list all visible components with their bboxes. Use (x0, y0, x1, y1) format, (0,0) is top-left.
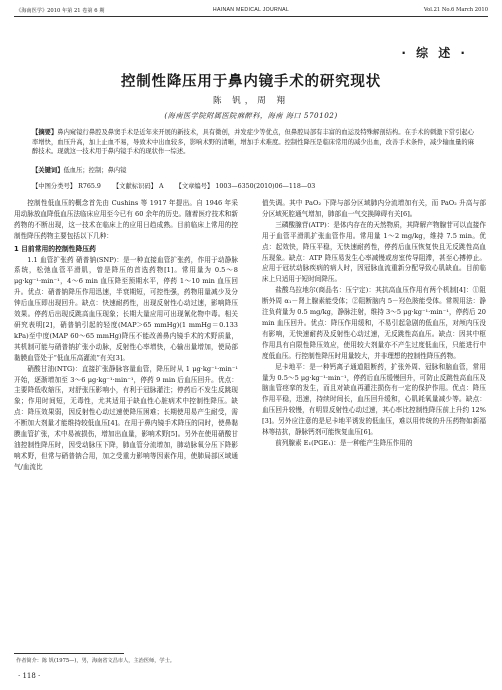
page-number: · 118 · (18, 672, 41, 680)
section-heading: 1 目前常用的控制性降压药 (14, 244, 96, 253)
article-authors: 陈 钒，周 翔 (213, 96, 289, 106)
journal-header-center: HAINAN MEDICAL JOURNAL (212, 7, 290, 13)
document-code: 【文献标识码】 A (112, 183, 164, 190)
paragraph: 尼卡地平：是一种钙离子通道阻断药，扩张外周、冠脉和脑血管，常用量为 0.5～5 μg·kg⁻¹·min⁻¹，停药后血压缓慢回升，可防止反跳性高血压及脑血管痉挛的发生，而且对缺血再灌注损伤有一定的保护作用。优点：降压作用平稳，迅速，持续时间长，血压回升缓和，心肌耗氧量减少等。缺点：血压回升较慢，有明显反射性心动过速，其心率比控制性降压前上升约 12%[3]。另外应注意的是尼卡地平诱发的低血压，难以用传统的升压药物如新福林等拮抗，静脉钙剂可能恢复血压[6]。 (262, 362, 486, 437)
journal-header-right: Vol.21 No.6 March 2010 (423, 7, 488, 13)
keywords (32, 166, 474, 176)
body-column-right (262, 198, 486, 449)
body-column-left (14, 198, 238, 473)
keywords-text: 低血压；控制；鼻内镜 (63, 167, 127, 174)
paragraph: 盐酸乌拉地尔(商品名：压宁定)：其抗高血压作用有两个机制[4]：①阻断外周 α₁－肾上腺素能受体；②阻断脑内 5－羟色胺能受体。常规用法：静注负荷量为 0.5 mg/kg，静脉注射，维持 3～5 μg·kg⁻¹·min⁻¹，停药后 20 min 血压回升。优点：降压作用缓和，不易引起急剧的低血压，对颅内压没有影响，无快速耐药及反射性心动过速，无反跳性高血压。缺点：因其中枢作用具有自限性降压效应，使用较大剂量亦不产生过度低血压，只能进行中度低血压。行控制性降压时用量较大，并非理想的控制性降压药物。 (262, 286, 486, 360)
paragraph: 三磷酸腺苷(ATP)：是体内存在的天然物质，其降解产物腺苷可以直接作用于血管平滑肌扩张血管作用。常用量 1～2 mg/kg，维持 7.5 min。优点：起效快，降压平稳，无快速耐药性，停药后血压恢复快且无反跳性高血压现象。缺点：ATP 降压易发生心率减慢或房室传导阻滞，甚至心搏停止。应用于冠状动脉疾病的病人时，因冠脉血流重新分配导致心肌缺血。目前临床上只适用于短时间降压。 (262, 220, 486, 284)
paragraph: 硝酸甘油(NTG)：直接扩张静脉容量血管，降压时从 1 μg·kg⁻¹·min⁻¹开始，逐渐增加至 3～6 μg·kg⁻¹·min⁻¹，停药 9 min 后血压回升。优点：主要降低收缩压，对舒张压影响小，有利于冠脉灌注；停药后不发生反跳现象；作用时间短，无毒性，尤其适用于缺血性心脏病术中控制性降压。缺点：降压效果弱，因反射性心动过速使降压困难；长期使用易产生耐受，需不断加大剂量才能维持较低血压[4]。在用于鼻内镜手术降压的同时，使鼻黏膜血管扩张，术中易被损伤，增加出血量，影响术野[5]。另外在使用硝酸甘油控制性降压时，因受动脉压下降，肺血管分流增加，肺动脉氧分压下降影响术野，但常与硝普钠合用，加之受重力影响等因素作用，使肺局部区域通气/血流比 (14, 364, 238, 471)
paragraph: 控制性低血压的概念首先由 Cushins 等 1917 年提出。自 1946 年采用动脉放血降低血压法临床应用至今已有 60 余年的历史。随着医疗技术和新药物的不断出现，这一技术在临床上的应用日趋成熟。目前临床上常用的控制性降压药物主要包括以下几种： (14, 199, 238, 240)
section-tag: · 综 述 · (401, 46, 468, 60)
article-affiliation: (海南医学院附属医院麻醉科，海南 海口 570102) (164, 111, 338, 120)
paragraph: 1.1 血管扩张药 硝普钠(SNP)：是一种直接血管扩张药，作用于动静脉系统，松弛血管平滑肌，曾是降压的首选药物[1]。常用量为 0.5～8 μg·kg⁻¹·min⁻¹，4～6 min 血压降至预期水平，停药 1～10 min 血压回升。优点：硝普钠降压作用迅速，半衰期短，可控性强，药物用量减少及分钟后血压即出现回升。缺点：快速耐药性，出现反射性心动过速，影响降压效果。停药后出现反跳高血压现象；长期大量应用可出现氰化物中毒。相关研究表明[2]，硝普钠引起的轻度(MAP＞65 mmHg)(1 mmHg＝0.133 kPa)至中度(MAP 60～65 mmHg)降压不能改善鼻内镜手术的术野质量，其机制可能与硝普钠扩张小动脉，反射性心率增快，心输出量增加，使局部黏膜血管处于“低血压高灌流”有关[3]。 (14, 255, 238, 362)
paragraph: 前列腺素 E₁(PGE₁)：是一种能产生降压作用的 (275, 438, 413, 447)
abstract (32, 128, 474, 157)
clc-number: 【中图分类号】 R765.9 (32, 183, 101, 190)
journal-header-left: 《海南医学》2010 年第 21 卷第 6 期 (16, 8, 105, 14)
article-id: 【文章编号】 1003—6350(2010)06—118—03 (175, 183, 316, 190)
classification-row (32, 181, 474, 190)
header-rule (14, 16, 488, 17)
article-title: 控制性降压用于鼻内镜手术的研究现状 (120, 74, 382, 90)
footnote-rule (14, 653, 124, 654)
keywords-label: 【关键词】 (32, 167, 64, 174)
abstract-label: 【摘要】 (32, 129, 58, 136)
paragraph: 值失调。其中 PaO₂ 下降与部分区域肺内分流增加有关，而 PaO₂ 升高与部分区域死腔通气增加，肺部血一气交换障碍有关[6]。 (262, 199, 486, 218)
abstract-text: 鼻内窥镜行鼻腔及鼻窦手术是近年来开展的新技术，具有微创，并发症少等优点，但鼻腔局部有丰富的血运及特殊解剖结构。在手术的刺激下常引起心率增快，血压升高，加上止血不易，导致术中出血较多，影响术野的清晰，增加手术难度。控制性降压是临床常用的减少出血，改善手术条件，减少输血量的麻醉技术。现就这一技术用于鼻内镜手术的现状作一综述。 (32, 129, 475, 155)
author-footnote: 作者简介：陈 钒(1975—)，男，海南省文昌市人，主治医师，学士。 (16, 658, 175, 664)
